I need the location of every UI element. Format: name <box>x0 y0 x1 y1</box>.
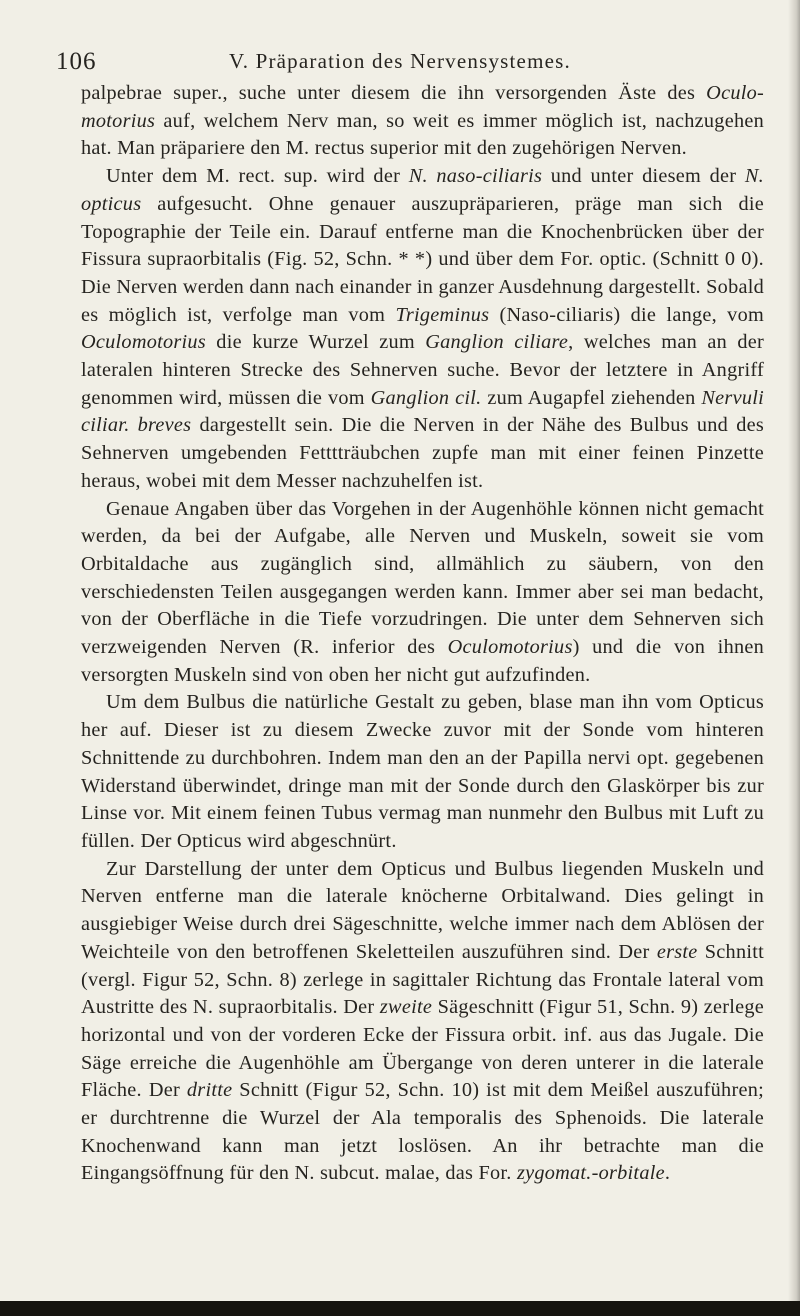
text-run: Um dem Bulbus die natürliche Gestalt zu geben, blase man ihn vom Opticus her auf. Dieser ist zu diesem Zwecke zuvor mit der Sonde vom hinteren Schnittende zu durchbohren. Indem man den an der Papilla nervi opt. gegebenen Widerstand überwindet, dringe man mit der Sonde durch den Glaskörper bis zur Linse vor. Mit einem feinen Tubus vermag man nunmehr den Bulbus mit Luft zu füllen. Der Opticus wird abgeschnürt. <box>81 691 764 852</box>
text-run: dargestellt sein. Die die Nerven in der Nähe des Bulbus und des Sehnerven umgebenden Fetttträubchen zupfe man mit einer feinen Pinzette heraus, wobei mit dem Messer nachzuhelfen ist. <box>81 414 764 492</box>
text-run: Schnitt (vergl. Figur 52, Schn. 8) zerlege in sagittaler Richtung das Frontale lateral vom Austritte des N. supraorbitalis. Der <box>81 940 764 1019</box>
italic-term: Oculomotorius <box>81 331 206 354</box>
bottom-dark-border <box>0 1301 800 1316</box>
text-run: auf, welchem Nerv man, so weit es immer möglich ist, nachzugehen hat. Man präpariere den M. rectus superior mit den zugehörigen Nerven. <box>81 109 764 160</box>
text-run: palpebrae super., suche unter diesem die ihn versorgenden Äste des <box>81 82 707 104</box>
italic-term: N. opticus <box>81 165 764 215</box>
text-run: Zur Darstellung der unter dem Opticus und Bulbus liegenden Muskeln und Nerven entferne man die laterale knöcherne Orbitalwand. Dies gelingt in ausgiebiger Weise durch drei Sägeschnitte, welche immer nach dem Ablösen der Weichteile von den betroffenen Skeletteilen auszuführen sind. Der <box>81 857 764 963</box>
paragraph <box>81 163 764 495</box>
italic-term: dritte <box>186 1079 233 1102</box>
text-run: die kurze Wurzel zum <box>205 331 426 354</box>
text-run: (Naso-ciliaris) die lange, vom <box>489 303 764 326</box>
paragraph <box>81 496 764 690</box>
italic-term: erste <box>656 940 698 963</box>
text-run: ) und die von ihnen versorgten Muskeln sind von oben her nicht gut aufzufinden. <box>81 636 764 686</box>
text-run: . <box>664 1162 671 1185</box>
italic-term: zweite <box>379 996 433 1019</box>
text-run: aufgesucht. Ohne genauer auszupräparieren, präge man sich die Topographie der Teile ein. Darauf entferne man die Knochenbrücken über der Fissura supraorbitalis (Fig. 52, Schn. * *) und über dem For. optic. (Schnitt 0 0). Die Nerven werden dann nach einander in ganzer Ausdehnung dargestellt. Sobald es möglich ist, verfolge man vom <box>81 192 764 326</box>
italic-term: Oculo-motorius <box>81 82 764 132</box>
paragraph <box>81 856 764 1188</box>
italic-term: zygomat.-orbitale <box>516 1162 665 1185</box>
page-number: 106 <box>56 48 97 75</box>
text-run: Sägeschnitt (Figur 51, Schn. 9) zerlege horizontal und von der vorderen Ecke der Fissura orbit. inf. aus das Jugale. Die Säge erreiche die Augenhöhle am Übergange von deren unterer in die laterale Fläche. Der <box>81 996 764 1102</box>
text-run: Genaue Angaben über das Vorgehen in der Augenhöhle können nicht gemacht werden, da bei der Aufgabe, alle Nerven und Muskeln, soweit sie vom Orbitaldache aus zugänglich sind, allmählich zu säubern, von den verschiedensten Teilen ausgegangen werden kann. Immer aber sei man bedacht, von der Oberfläche in die Tiefe vorzudringen. Die unter dem Sehnerven sich verzweigenden Nerven (R. inferior des <box>81 497 764 659</box>
italic-term: N. naso-ciliaris <box>408 165 543 188</box>
text-run: und unter diesem der <box>542 165 745 188</box>
body-text <box>81 80 764 1188</box>
italic-term: Trigeminus <box>395 303 490 326</box>
italic-term: Oculomotorius <box>447 636 573 659</box>
running-head: V. Präparation des Nervensystemes. <box>229 49 571 73</box>
text-run: Schnitt (Figur 52, Schn. 10) ist mit dem Meißel auszuführen; er durchtrenne die Wurzel der Ala temporalis des Sphenoids. Die laterale Knochenwand kann man jetzt loslösen. An ihr betrachte man die Eingangsöffnung für den N. subcut. malae, das For. <box>81 1079 764 1185</box>
italic-term: Ganglion cil. <box>370 386 482 409</box>
text-run: , welches man an der lateralen hinteren Strecke des Sehnerven suche. Bevor der letztere in Angriff genommen wird, müssen die vom <box>81 331 764 409</box>
paragraph <box>81 80 764 163</box>
paragraph <box>81 689 764 855</box>
page-edge-shadow <box>788 0 800 1316</box>
text-run: Unter dem M. rect. sup. wird der <box>106 165 409 188</box>
text-run: zum Augapfel ziehenden <box>481 386 702 409</box>
italic-term: Nervuli ciliar. breves <box>81 386 764 437</box>
italic-term: Ganglion ciliare <box>425 331 569 354</box>
